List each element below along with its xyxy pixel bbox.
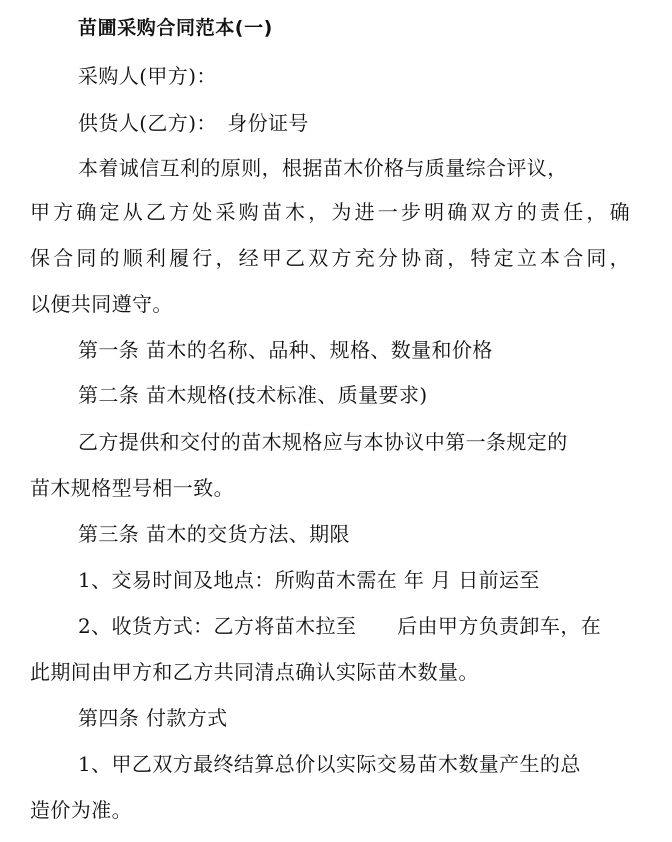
article-2-body-line: 苗木规格型号相一致。 <box>30 476 234 500</box>
article-2-heading: 第二条 苗木规格(技术标准、质量要求) <box>78 383 428 407</box>
preamble-line: 以便共同遵守。 <box>30 292 173 316</box>
article-3-heading: 第三条 苗木的交货方法、期限 <box>78 522 350 546</box>
article-4-item-1-line: 1、甲乙双方最终结算总价以实际交易苗木数量产生的总 <box>78 752 581 776</box>
article-4-heading: 第四条 付款方式 <box>78 706 228 730</box>
article-3-item-2-line: 2、收货方式：乙方将苗木拉至 后由甲方负责卸车，在 <box>78 614 602 638</box>
supplier-line: 供货人(乙方)： 身份证号 <box>78 111 309 135</box>
article-2-body-line: 乙方提供和交付的苗木规格应与本协议中第一条规定的 <box>78 430 568 454</box>
article-3-item-1: 1、交易时间及地点：所购苗木需在 年 月 日前运至 <box>78 568 540 592</box>
preamble-line: 保合同的顺利履行，经甲乙双方充分协商，特定立本合同， <box>30 246 630 270</box>
preamble-line: 甲方确定从乙方处采购苗木，为进一步明确双方的责任，确 <box>30 200 630 224</box>
article-1-heading: 第一条 苗木的名称、品种、规格、数量和价格 <box>78 338 493 362</box>
article-3-item-2-line: 此期间由甲方和乙方共同清点确认实际苗木数量。 <box>30 660 479 684</box>
document-title: 苗圃采购合同范本(一) <box>78 17 273 39</box>
buyer-line: 采购人(甲方)： <box>78 64 217 88</box>
article-4-item-1-line: 造价为准。 <box>30 798 132 822</box>
preamble-line: 本着诚信互利的原则，根据苗木价格与质量综合评议， <box>78 156 568 180</box>
